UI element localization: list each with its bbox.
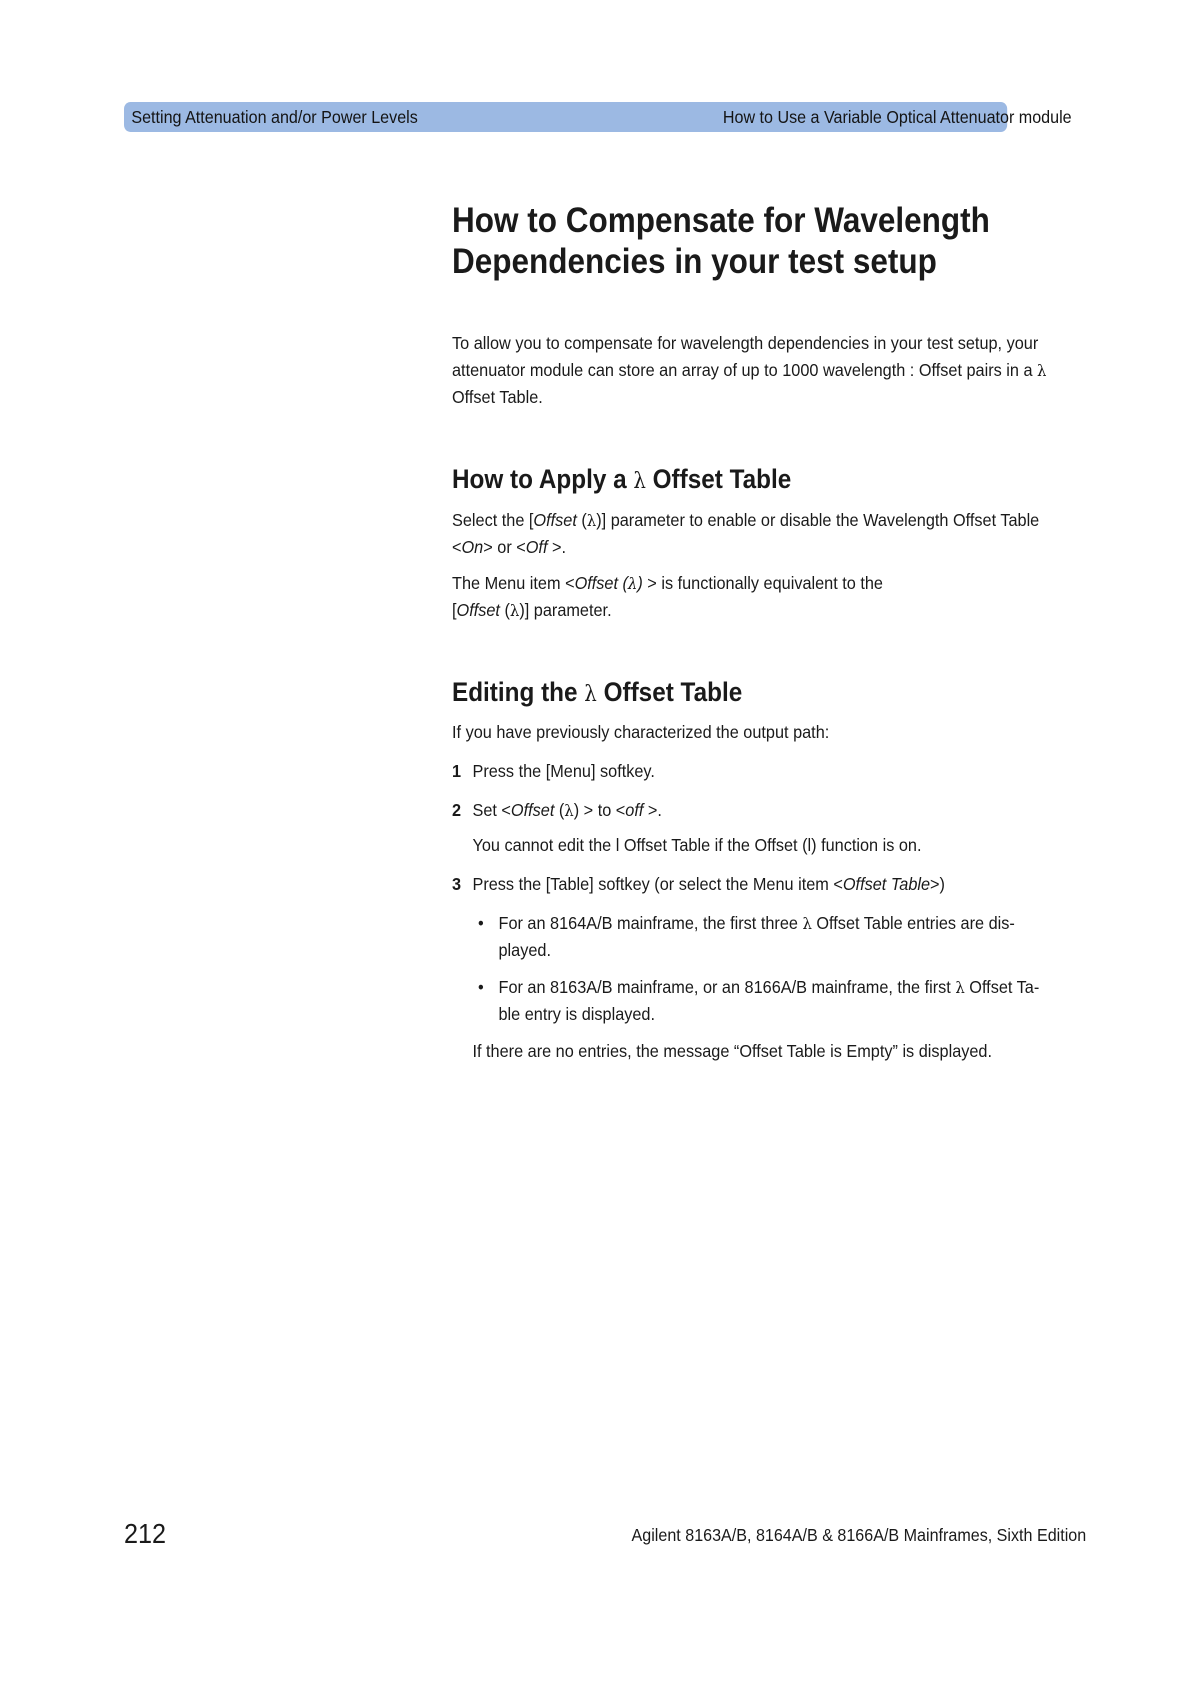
empty-table-note: If there are no entries, the message “Offset Table is Empty” is displayed.	[472, 1041, 993, 1061]
step-3: 3 Press the [Table] softkey (or select the Menu item <Offset Table>)	[452, 871, 1094, 898]
step-2-note: You cannot edit the l Offset Table if the Offset (l) function is on.	[472, 835, 922, 855]
step-1: 1 Press the [Menu] softkey.	[452, 758, 1094, 785]
intro-paragraph: To allow you to compensate for wavelength dependencies in your test setup, your attenuator module can store an array of up to 1000 wavelength : Offset pairs in a λ Offset Table.	[452, 333, 1047, 407]
lambda-symbol: λ	[584, 682, 597, 707]
lambda-symbol: λ	[1037, 361, 1047, 380]
apply-paragraph-2: The Menu item <Offset (λ) > is functionally equivalent to the [Offset (λ)] parameter.	[452, 573, 883, 620]
header-section-title: Setting Attenuation and/or Power Levels	[131, 107, 418, 127]
lambda-symbol: λ	[633, 469, 646, 494]
list-item: • For an 8163A/B mainframe, or an 8166A/B mainframe, the first λ Offset Ta- ble entry is displayed.	[452, 974, 1094, 1028]
step-number: 3	[452, 874, 462, 894]
page-title: How to Compensate for Wavelength Dependencies in your test setup	[452, 201, 990, 281]
edit-intro: If you have previously characterized the output path:	[452, 722, 830, 742]
edit-section-body	[452, 719, 1094, 1065]
running-header	[124, 102, 1072, 132]
bullet-icon: •	[478, 977, 484, 997]
apply-section-body	[452, 507, 1094, 624]
step-3-bullet-list	[452, 910, 1094, 1028]
step-number: 1	[452, 761, 462, 781]
apply-paragraph-1: Select the [Offset (λ)] parameter to enable or disable the Wavelength Offset Table <On> or <Off >.	[452, 510, 1040, 557]
footer-document-title: Agilent 8163A/B, 8164A/B & 8166A/B Mainframes, Sixth Edition	[631, 1525, 1086, 1545]
page-number: 212	[124, 1518, 167, 1549]
body-text	[452, 330, 1094, 411]
section-heading-editing-offset-table: Editing the λ Offset Table	[452, 677, 743, 707]
bullet-icon: •	[478, 913, 484, 933]
page-content	[452, 200, 1092, 1065]
header-chapter-title: How to Use a Variable Optical Attenuator module	[722, 107, 1072, 127]
step-number: 2	[452, 800, 462, 820]
section-heading-apply-offset-table: How to Apply a λ Offset Table	[452, 464, 792, 494]
step-2: 2 Set <Offset (λ) > to <off >.	[452, 797, 1094, 824]
list-item: • For an 8164A/B mainframe, the first three λ Offset Table entries are dis- played.	[452, 910, 1094, 964]
